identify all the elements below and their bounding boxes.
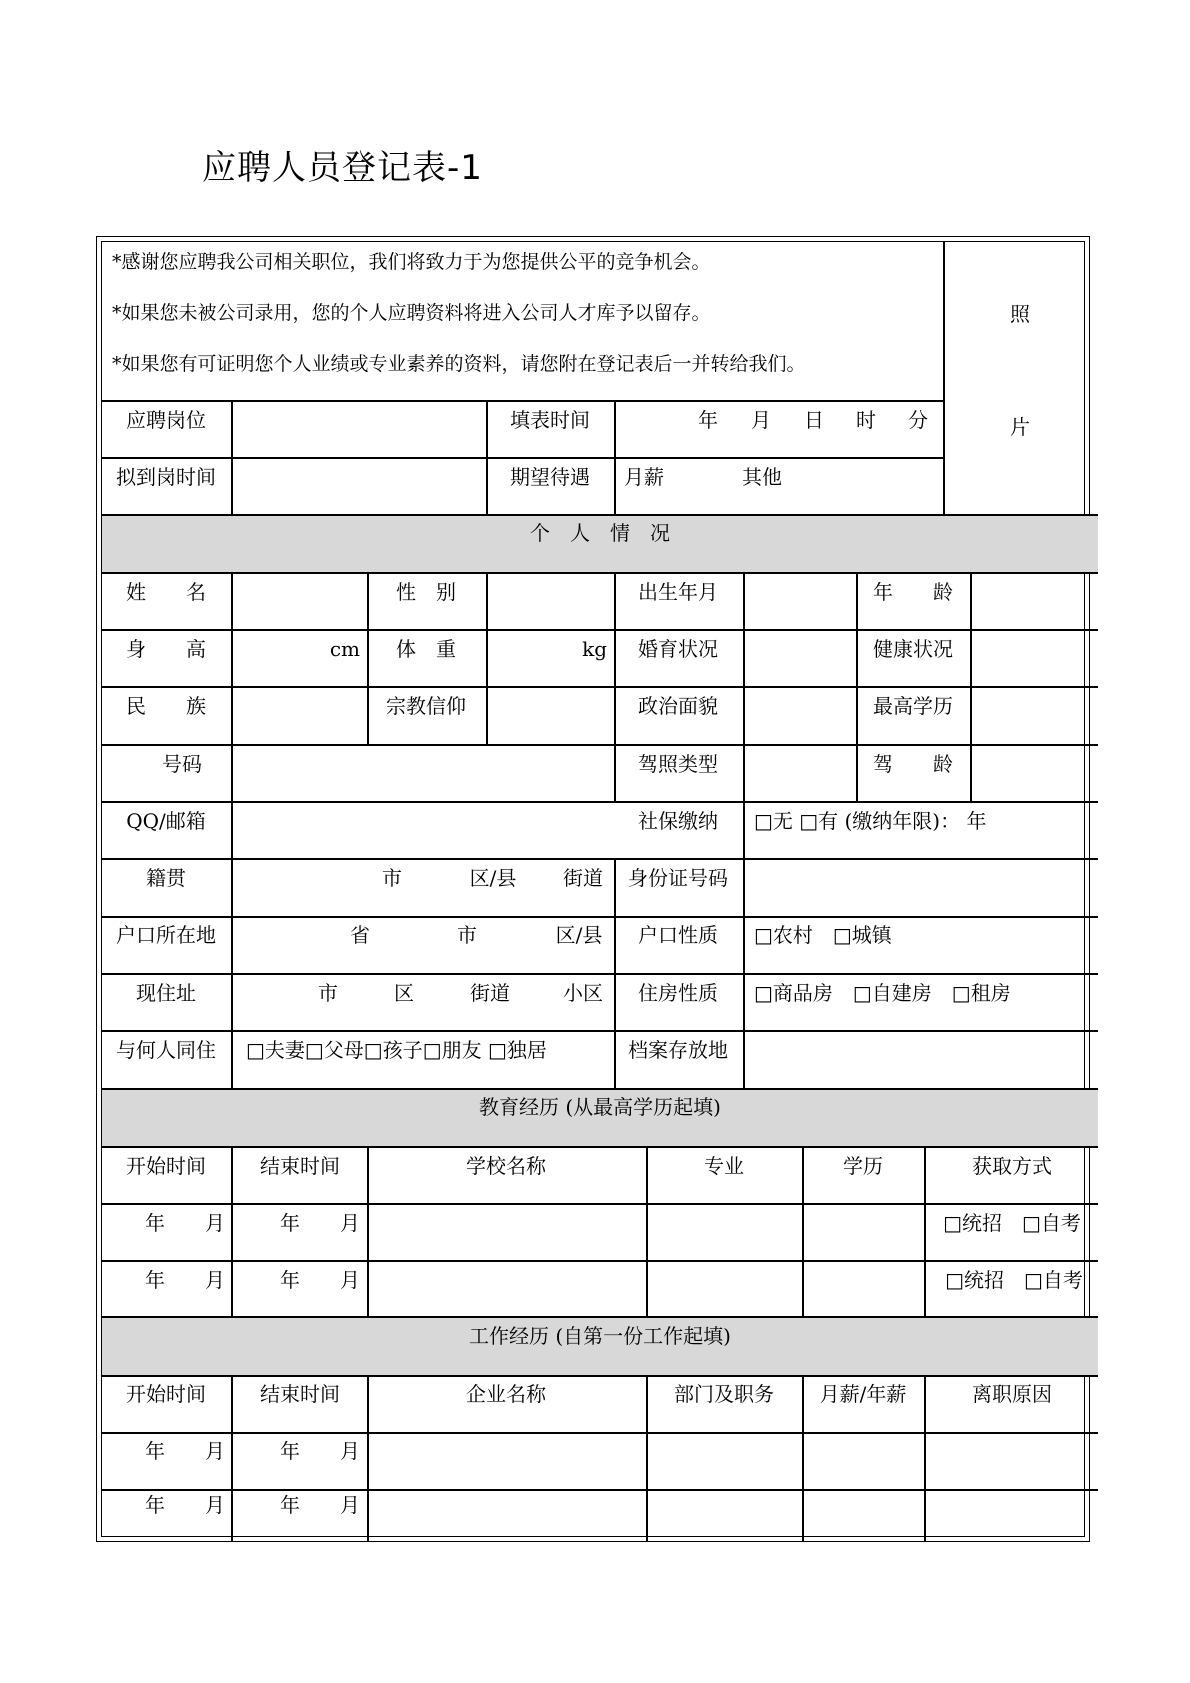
work-header-salary: 月薪/年薪: [819, 1382, 907, 1406]
native-street-unit: 街道: [563, 866, 603, 890]
political-label: 政治面貌: [638, 694, 718, 718]
work-header-start: 开始时间: [126, 1382, 206, 1406]
photo-label-bottom: 片: [1010, 415, 1030, 439]
grid-line: [102, 1432, 1098, 1434]
position-label: 应聘岗位: [126, 408, 206, 432]
housing-label: 住房性质: [638, 981, 718, 1005]
photo-label-top: 照: [1010, 302, 1030, 326]
grid-line: [102, 1146, 1098, 1148]
address-street-unit: 街道: [470, 981, 510, 1005]
birth-label: 出生年月: [638, 580, 718, 604]
edu-row2-method[interactable]: □统招 □自考: [945, 1268, 1083, 1292]
housing-options[interactable]: □商品房 □自建房 □租房: [754, 981, 1011, 1005]
fill-time-day: 日: [804, 408, 824, 432]
edu-header-school: 学校名称: [466, 1154, 546, 1178]
hukou-province-unit: 省: [350, 923, 370, 947]
work-header-end: 结束时间: [260, 1382, 340, 1406]
hukou-type-label: 户口性质: [638, 923, 718, 947]
work-header-department: 部门及职务: [674, 1382, 774, 1406]
grid-line: [102, 1316, 1098, 1318]
grid-line: [614, 858, 616, 1088]
weight-unit: kg: [582, 637, 607, 661]
address-community-unit: 小区: [563, 981, 603, 1005]
work-header-company: 企业名称: [466, 1382, 546, 1406]
archive-label: 档案存放地: [628, 1038, 728, 1062]
social-security-label: 社保缴纳: [638, 809, 718, 833]
grid-line: [102, 1088, 1098, 1090]
grid-line: [802, 1146, 804, 1317]
work-header-reason: 离职原因: [972, 1382, 1052, 1406]
grid-line: [367, 572, 369, 744]
hukou-location-label: 户口所在地: [116, 923, 216, 947]
edu-row2-start: 年 月: [145, 1268, 225, 1292]
monthly-salary-label: 月薪: [624, 465, 664, 489]
social-security-options[interactable]: □无 □有 (缴纳年限)： 年: [754, 809, 987, 833]
fill-time-hour: 时: [856, 408, 876, 432]
fill-time-month: 月: [751, 408, 771, 432]
driving-years-label: 驾 龄: [873, 752, 953, 776]
license-type-label: 驾照类型: [638, 752, 718, 776]
expected-pay-label: 期望待遇: [510, 465, 590, 489]
weight-label: 体 重: [396, 637, 456, 661]
grid-line: [102, 801, 1098, 803]
grid-line: [943, 242, 945, 514]
edu-row2-end: 年 月: [280, 1268, 360, 1292]
fill-time-minute: 分: [908, 408, 928, 432]
grid-line: [102, 629, 1098, 631]
grid-line: [367, 1146, 369, 1317]
hukou-type-options[interactable]: □农村 □城镇: [754, 923, 892, 947]
grid-line: [486, 400, 488, 514]
arrival-time-label: 拟到岗时间: [116, 465, 216, 489]
grid-line: [102, 744, 1098, 746]
education-level-label: 最高学历: [873, 694, 953, 718]
grid-line: [924, 1146, 926, 1317]
grid-line: [924, 1375, 926, 1541]
grid-line: [646, 1146, 648, 1317]
religion-label: 宗教信仰: [386, 694, 466, 718]
grid-line: [102, 916, 1098, 918]
ethnicity-label: 民 族: [126, 694, 206, 718]
intro-note-3: *如果您有可证明您个人业绩或专业素养的资料，请您附在登记表后一并转给我们。: [112, 353, 806, 375]
grid-line: [743, 858, 745, 1088]
intro-note-2: *如果您未被公司录用，您的个人应聘资料将进入公司人才库予以留存。: [112, 302, 711, 324]
grid-line: [614, 572, 616, 801]
grid-line: [231, 400, 233, 514]
native-district-unit: 区/县: [469, 866, 517, 890]
edu-row1-end: 年 月: [280, 1211, 360, 1235]
grid-line: [486, 572, 488, 744]
grid-line: [367, 1375, 369, 1541]
edu-header-degree: 学历: [843, 1154, 883, 1178]
fill-time-label: 填表时间: [510, 408, 590, 432]
work-row2-start: 年 月: [145, 1493, 225, 1517]
native-place-label: 籍贯: [146, 866, 186, 890]
page-title: 应聘人员登记表-1: [202, 148, 483, 188]
grid-line: [102, 514, 1098, 516]
work-row1-start: 年 月: [145, 1439, 225, 1463]
edu-header-start: 开始时间: [126, 1154, 206, 1178]
edu-header-method: 获取方式: [972, 1154, 1052, 1178]
grid-line: [102, 1489, 1098, 1491]
work-section-title: 工作经历 (自第一份工作起填): [469, 1324, 731, 1348]
grid-line: [646, 1375, 648, 1541]
marital-label: 婚育状况: [638, 637, 718, 661]
grid-line: [102, 858, 1098, 860]
edu-row1-method[interactable]: □统招 □自考: [943, 1211, 1081, 1235]
name-label: 姓 名: [126, 580, 206, 604]
id-number-label: 身份证号码: [628, 866, 728, 890]
gender-label: 性 别: [396, 580, 456, 604]
native-city-unit: 市: [382, 866, 402, 890]
intro-note-1: *感谢您应聘我公司相关职位，我们将致力于为您提供公平的竞争机会。: [112, 251, 711, 273]
qq-email-label: QQ/邮箱: [126, 809, 206, 833]
height-unit: cm: [329, 637, 360, 661]
hukou-district-unit: 区/县: [555, 923, 603, 947]
personal-section-title: 个 人 情 况: [530, 521, 670, 545]
other-pay-label: 其他: [742, 465, 782, 489]
grid-line: [102, 686, 1098, 688]
address-city-unit: 市: [318, 981, 338, 1005]
address-district-unit: 区: [394, 981, 414, 1005]
edu-header-major: 专业: [704, 1154, 744, 1178]
grid-line: [102, 572, 1098, 574]
grid-line: [231, 1375, 233, 1541]
edu-header-end: 结束时间: [260, 1154, 340, 1178]
grid-line: [102, 400, 944, 402]
grid-line: [970, 572, 972, 801]
hukou-city-unit: 市: [457, 923, 477, 947]
grid-line: [614, 400, 616, 514]
grid-line: [102, 457, 944, 459]
grid-line: [102, 1030, 1098, 1032]
fill-time-year: 年: [698, 408, 718, 432]
grid-line: [231, 572, 233, 1088]
height-label: 身 高: [126, 637, 206, 661]
grid-line: [102, 1203, 1098, 1205]
work-row2-end: 年 月: [280, 1493, 360, 1517]
grid-line: [102, 973, 1098, 975]
grid-line: [743, 801, 745, 858]
grid-line: [102, 1260, 1098, 1262]
edu-row1-start: 年 月: [145, 1211, 225, 1235]
address-label: 现住址: [136, 981, 196, 1005]
living-with-options[interactable]: □夫妻□父母□孩子□朋友 □独居: [246, 1038, 547, 1062]
work-row1-end: 年 月: [280, 1439, 360, 1463]
number-label: 号码: [162, 752, 202, 776]
living-with-label: 与何人同住: [116, 1038, 216, 1062]
health-label: 健康状况: [873, 637, 953, 661]
education-section-title: 教育经历 (从最高学历起填): [479, 1095, 721, 1119]
age-label: 年 龄: [873, 580, 953, 604]
grid-line: [102, 1375, 1098, 1377]
grid-line: [802, 1375, 804, 1541]
grid-line: [231, 1146, 233, 1317]
grid-line: [856, 572, 858, 801]
grid-line: [743, 572, 745, 801]
